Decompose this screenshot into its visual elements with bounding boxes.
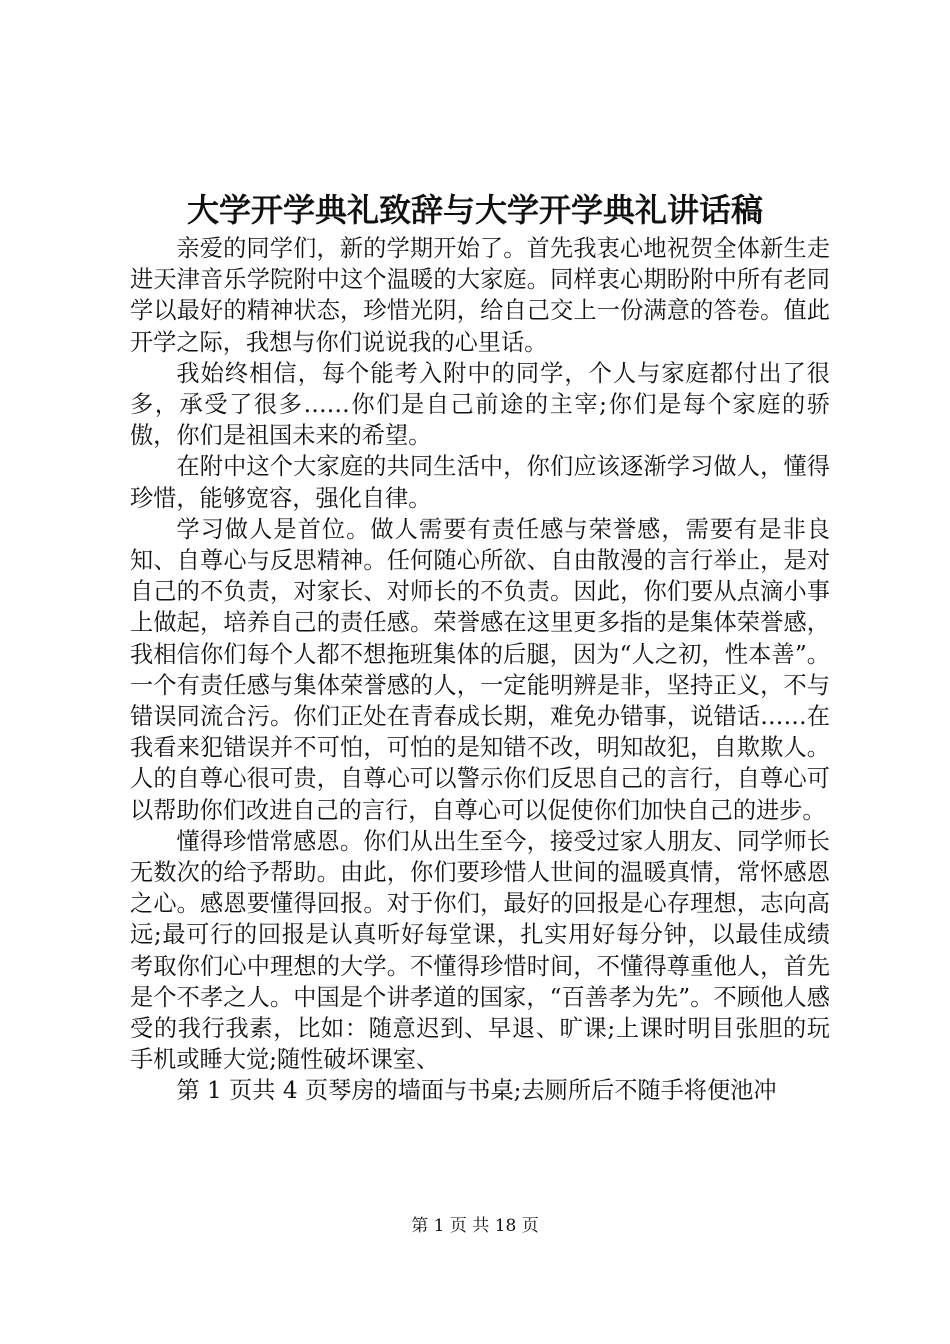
paragraph-1: 亲爱的同学们，新的学期开始了。首先我衷心地祝贺全体新生走进天津音乐学院附中这个温暖的大家庭。同样衷心期盼附中所有老同学以最好的精神状态，珍惜光阴，给自己交上一份满意的答卷。值此开学之际，我想与你们说说我的心里话。 bbox=[130, 235, 830, 356]
paragraph-6: 第 1 页共 4 页琴房的墙面与书桌;去厕所后不随手将便池冲 bbox=[176, 1077, 777, 1105]
paragraph-4: 学习做人是首位。做人需要有责任感与荣誉感，需要有是非良知、自尊心与反思精神。任何随心所欲、自由散漫的言行举止，是对自己的不负责，对家长、对师长的不负责。因此，你们要从点滴小事上做起，培养自己的责任感。荣誉感在这里更多指的是集体荣誉感，我相信你们每个人都不想拖班集体的后腿，因为“人之初，性本善”。一个有责任感与集体荣誉感的人，一定能明辨是非，坚持正义，不与错误同流合污。你们正处在青春成长期，难免办错事，说错话……在我看来犯错误并不可怕，可怕的是知错不改，明知故犯，自欺欺人。人的自尊心很可贵，自尊心可以警示你们反思自己的言行，自尊心可以帮助你们改进自己的言行，自尊心可以促使你们加快自己的进步。 bbox=[130, 515, 830, 824]
page-footer: 第 1 页 共 18 页 bbox=[411, 1216, 539, 1236]
paragraph-5: 懂得珍惜常感恩。你们从出生至今，接受过家人朋友、同学师长无数次的给予帮助。由此，你们要珍惜人世间的温暖真情，常怀感恩之心。感恩要懂得回报。对于你们，最好的回报是心存理想，志向高远;最可行的回报是认真听好每堂课，扎实用好每分钟，以最佳成绩考取你们心中理想的大学。不懂得珍惜时间，不懂得尊重他人，首先是个不孝之人。中国是个讲孝道的国家，“百善孝为先”。不顾他人感受的我行我素，比如：随意迟到、早退、旷课;上课时明目张胆的玩手机或睡大觉;随性破坏课室、 bbox=[130, 827, 830, 1074]
document-title: 大学开学典礼致辞与大学开学典礼讲话稿 bbox=[186, 191, 763, 229]
paragraph-2: 我始终相信，每个能考入附中的同学，个人与家庭都付出了很多，承受了很多……你们是自己前途的主宰;你们是每个家庭的骄傲，你们是祖国未来的希望。 bbox=[130, 359, 830, 450]
document-body bbox=[130, 233, 830, 1107]
paragraph-3: 在附中这个大家庭的共同生活中，你们应该逐渐学习做人，懂得珍惜，能够宽容，强化自律。 bbox=[130, 453, 830, 512]
